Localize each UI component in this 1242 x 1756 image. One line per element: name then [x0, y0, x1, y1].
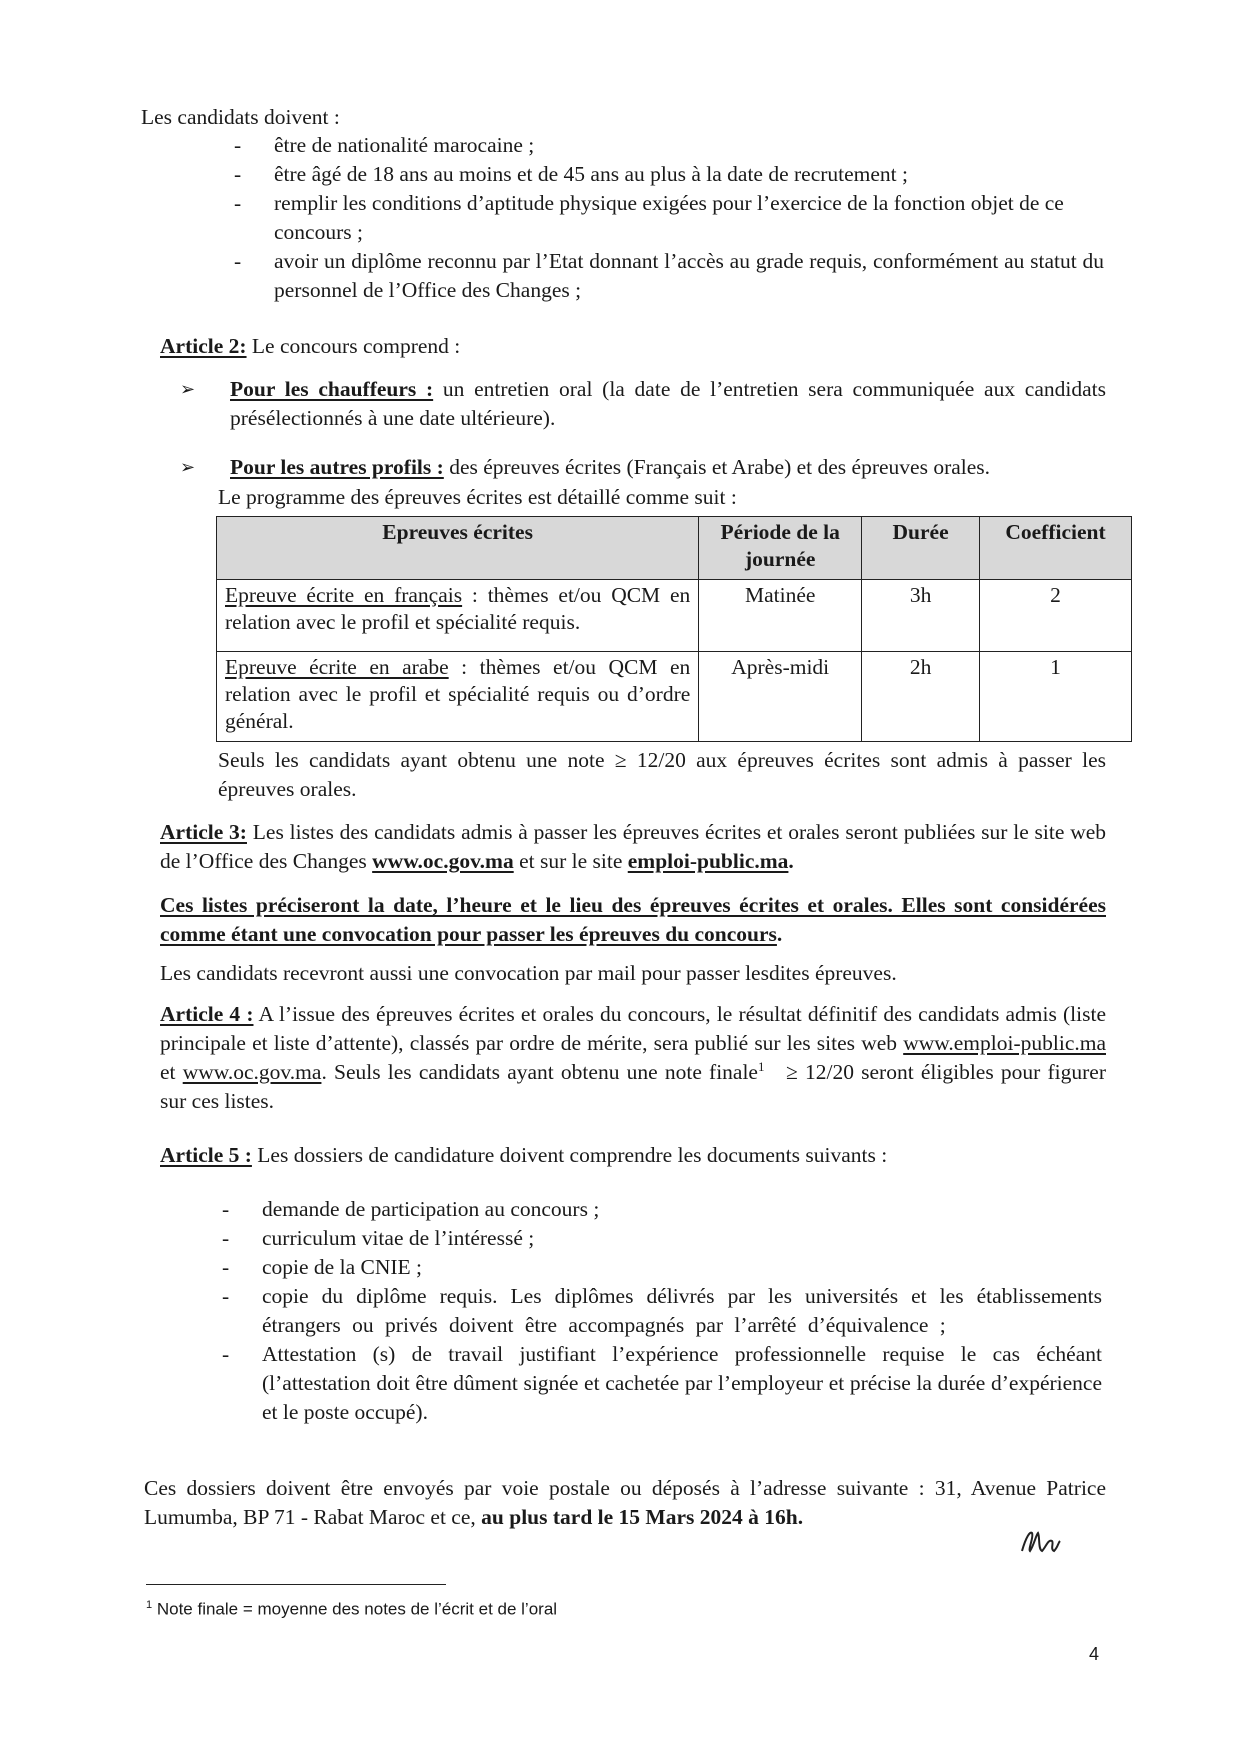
link-oc-gov[interactable]: www.oc.gov.ma [372, 849, 514, 873]
period-cell: Matinée [699, 580, 862, 652]
footnote: $^1$ Note finale = moyenne des notes de l’écrit et de l’oral [146, 1599, 558, 1619]
article-5-heading: Article 5 : Les dossiers de candidature doivent comprendre les documents suivants : [160, 1143, 888, 1167]
convocation-notice: Ces listes préciseront la date, l’heure et le lieu des épreuves écrites et orales. Elles sont considérées comme étant une convocation pour passer les épreuves du concours. [160, 893, 1106, 946]
list-item: - copie du diplôme requis. Les diplômes délivrés par les universités et les établissements étrangers ou privés doivent être accompagnés par l’arrêté d’équivalence ; [222, 1284, 1102, 1337]
col-header-coefficient: Coefficient [980, 517, 1132, 580]
footnote-divider [146, 1584, 446, 1585]
link-emploi-public-full[interactable]: www.emploi-public.ma [903, 1031, 1106, 1055]
col-header-duree: Durée [862, 517, 980, 580]
list-item: - demande de participation au concours ; [222, 1197, 600, 1221]
article-2-label: Article 2: [160, 334, 247, 358]
article-3: Article 3: Les listes des candidats admis à passer les épreuves écrites et orales seront publiées sur le site web de l’Office des Changes www.oc.gov.ma et sur le site emploi-public.ma. [160, 820, 1107, 873]
handwritten-initials [1016, 1527, 1064, 1557]
arrow-bullet-icon: ➢ [180, 457, 196, 477]
closing-paragraph: Ces dossiers doivent être envoyés par voie postale ou déposés à l’adresse suivante : 31, Avenue Patrice Lumumba, BP 71 - Rabat Maroc et ce, au plus tard le 15 Mars 2024 à 16h. [144, 1476, 1106, 1529]
article-3-label: Article 3: [160, 820, 247, 844]
article-5-label: Article 5 : [160, 1143, 252, 1167]
table-header-row [217, 517, 1132, 580]
list-item: - être âgé de 18 ans au moins et de 45 ans au plus à la date de recrutement ; [234, 162, 909, 186]
table-row [217, 652, 1132, 742]
list-item: - curriculum vitae de l’intéressé ; [222, 1226, 535, 1250]
list-item: - remplir les conditions d’aptitude physique exigées pour l’exercice de la fonction objet de ce concours ; [234, 191, 1064, 244]
page-number: 4 [1089, 1644, 1100, 1664]
col-header-epreuves: Epreuves écrites [217, 517, 699, 580]
epreuves-table [216, 516, 1132, 742]
article-4: Article 4 : A l’issue des épreuves écrites et orales du concours, le résultat définitif des candidats admis (liste principale et liste d’attente), classés par ordre de mérite, sera publié sur les sites web www.emploi-public.ma et www.oc.gov.ma. Seuls les candidats ayant obtenu une note finale$^1$ ≥ 12/20 seront éligibles pour figurer sur ces listes. [160, 1002, 1112, 1113]
arrow-bullet-icon: ➢ [180, 379, 196, 399]
link-oc-gov-full[interactable]: www.oc.gov.ma [182, 1060, 322, 1084]
profile-autres: ➢ Pour les autres profils : des épreuves écrites (Français et Arabe) et des épreuves orales. [180, 453, 1106, 482]
epreuve-cell: Epreuve écrite en arabe : thèmes et/ou QCM en relation avec le profil et spécialité requis ou d’ordre général. [217, 652, 699, 742]
list-item: - Attestation (s) de travail justifiant l’expérience professionnelle requise le cas échéant (l’attestation doit être dûment signée et cachetée par l’employeur et précise la durée d’expérience et le poste occupé). [222, 1342, 1102, 1424]
period-cell: Après-midi [699, 652, 862, 742]
list-item: - avoir un diplôme reconnu par l’Etat donnant l’accès au grade requis, conformément au statut du personnel de l’Office des Changes ; [234, 249, 1104, 302]
duration-cell: 2h [862, 652, 980, 742]
coef-cell: 1 [980, 652, 1132, 742]
article-4-label: Article 4 : [160, 1002, 254, 1026]
mail-convocation-text: Les candidats recevront aussi une convocation par mail pour passer lesdites épreuves. [160, 961, 897, 985]
list-item: - être de nationalité marocaine ; [234, 133, 535, 157]
link-emploi-public[interactable]: emploi-public.ma [627, 849, 789, 873]
article-2-heading: Article 2: Le concours comprend : [160, 334, 461, 358]
profile-chauffeurs: ➢ Pour les chauffeurs : un entretien oral (la date de l’entretien sera communiquée aux candidats présélectionnés à une date ultérieure). [180, 375, 1106, 433]
epreuve-cell: Epreuve écrite en français : thèmes et/ou QCM en relation avec le profil et spécialité requis. [217, 580, 699, 652]
coef-cell: 2 [980, 580, 1132, 652]
table-row [217, 580, 1132, 652]
documents-list [222, 1195, 1106, 1427]
col-header-periode: Période de la journée [699, 517, 862, 580]
duration-cell: 3h [862, 580, 980, 652]
intro-text: Les candidats doivent : [141, 105, 340, 129]
admission-note: Seuls les candidats ayant obtenu une note ≥ 12/20 aux épreuves écrites sont admis à passer les épreuves orales. [218, 748, 1106, 801]
program-intro: Le programme des épreuves écrites est détaillé comme suit : [218, 485, 737, 509]
list-item: - copie de la CNIE ; [222, 1255, 423, 1279]
footnote-ref: 1 [757, 1058, 765, 1074]
conditions-list [234, 131, 1106, 305]
